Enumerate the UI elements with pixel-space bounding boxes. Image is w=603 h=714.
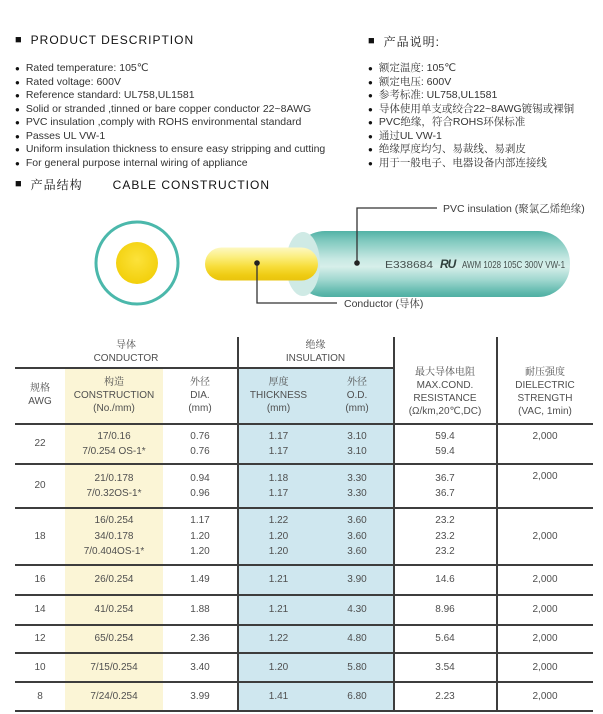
cell-line: 1.20 (268, 530, 289, 542)
table-row (15, 654, 593, 681)
cell-line: 1.21 (268, 574, 289, 586)
cell-od (320, 596, 394, 624)
cell-od (320, 654, 394, 681)
cell-awg (15, 425, 65, 463)
cell-construction (65, 654, 163, 681)
cell-line: 1.17 (268, 488, 289, 499)
bullet-icon: ● (368, 131, 373, 141)
cell-line: 12 (34, 633, 46, 645)
cross-section-conductor-core (116, 242, 158, 284)
cell-construction (65, 626, 163, 652)
bullet-icon: ● (368, 91, 373, 100)
cell-line: 1.17 (268, 446, 289, 457)
list-item-text: 导体使用单支或绞合22~8AWG镀锡或裸铜 (378, 102, 575, 115)
bullet-icon: ● (368, 145, 373, 154)
list-item-text: Uniform insulation thickness to ensure easy stripping and cutting (25, 143, 326, 155)
cell-dia (163, 465, 237, 507)
cell-line: 2,000 (532, 574, 558, 586)
list-item-text: Rated voltage: 600V (25, 75, 121, 88)
bullet-icon: ● (15, 91, 20, 100)
list-item (15, 103, 325, 117)
cell-line: 14 (34, 604, 46, 616)
cell-thickness (237, 566, 320, 594)
cell-line: 1.88 (190, 604, 210, 616)
product-notes-title: 产品说明: (383, 35, 440, 49)
cell-construction (65, 425, 163, 463)
list-item-text: PVC绝缘，符合ROHS环保标准 (378, 116, 526, 128)
cell-line: 36.7 (435, 488, 455, 499)
cell-line: 3.90 (347, 574, 367, 586)
cell-line: 2,000 (532, 633, 558, 645)
group-header-insulation (237, 337, 394, 367)
col-header-od (320, 369, 394, 421)
list-item-text: 额定温度: 105℃ (378, 62, 456, 74)
col-header-line: (mm) (266, 402, 291, 414)
cell-line: 59.4 (435, 446, 455, 457)
cell-line: 3.60 (347, 530, 367, 542)
col-header-line: THICKNESS (249, 389, 308, 401)
cell-line: 23.2 (435, 515, 455, 527)
cell-line: 0.96 (190, 488, 210, 499)
cell-line: 1.20 (268, 546, 289, 558)
cell-line: 1.17 (268, 430, 289, 442)
cell-dia (163, 683, 237, 710)
col-header-awg (15, 369, 65, 421)
col-header-thickness (237, 369, 320, 421)
cell-dielectric (497, 566, 593, 594)
list-item-text: 额定电压: 600V (378, 75, 452, 88)
list-item-text: 绝缘厚度均匀、易裁线、易剥皮 (378, 143, 526, 155)
cell-line: 7/0.404OS-1* (83, 546, 145, 558)
table-row (15, 566, 593, 594)
cell-line: 65/0.254 (94, 633, 134, 645)
table-row (15, 626, 593, 652)
cell-line: 14.6 (435, 574, 455, 586)
square-bullet-icon: ■ (15, 178, 23, 190)
cell-line: 16 (34, 574, 46, 586)
col-header-line: 规格 (30, 383, 50, 394)
conductor-leader-dot (254, 260, 260, 266)
bullet-icon: ● (15, 118, 20, 127)
cell-line: 1.22 (268, 515, 289, 527)
group-header-en: INSULATION (285, 353, 346, 364)
cell-line: 5.80 (347, 661, 367, 673)
conductor-label: Conductor (导体) (344, 298, 424, 310)
col-header-line: CONSTRUCTION (73, 389, 155, 401)
cell-dia (163, 425, 237, 463)
cell-thickness (237, 654, 320, 681)
cell-thickness (237, 596, 320, 624)
cell-line: 3.60 (347, 546, 367, 558)
cell-line: 18 (34, 530, 46, 542)
cell-line: 26/0.254 (94, 574, 134, 586)
cell-line: 2.23 (435, 690, 455, 702)
cell-line: 7/0.254 OS-1* (82, 446, 146, 457)
bullet-icon: ● (368, 77, 373, 87)
square-bullet-icon: ■ (368, 35, 376, 47)
list-item-text: 通过UL VW-1 (378, 129, 442, 142)
cell-line: 1.49 (190, 574, 210, 586)
cell-line: 4.30 (347, 604, 367, 616)
col-header-resistance (394, 337, 496, 421)
cell-line: 8.96 (435, 604, 455, 616)
bullet-icon: ● (15, 131, 20, 141)
cell-awg (15, 566, 65, 594)
cell-line: 23.2 (435, 546, 455, 558)
cable-construction-diagram (0, 190, 603, 330)
table-row (15, 509, 593, 564)
cell-line: 0.76 (190, 446, 210, 457)
cell-construction (65, 465, 163, 507)
cell-od (320, 509, 394, 564)
cell-line: 10 (34, 661, 46, 673)
col-header-dielectric (497, 337, 593, 421)
cell-thickness (237, 425, 320, 463)
cell-dia (163, 654, 237, 681)
cell-construction (65, 566, 163, 594)
table-row (15, 425, 593, 463)
cell-line: 1.20 (268, 661, 289, 673)
col-header-line: DIA. (190, 389, 210, 401)
cell-construction (65, 509, 163, 564)
pvc-leader-dot (354, 260, 360, 266)
col-header-line: MAX.COND. (416, 380, 474, 391)
list-item (15, 116, 325, 130)
bullet-icon: ● (368, 118, 373, 127)
product-description-header (15, 33, 194, 47)
col-header-line: (VAC, 1min) (518, 406, 572, 417)
cell-od (320, 566, 394, 594)
pvc-insulation-label: PVC insulation (聚氯乙烯绝缘) (443, 203, 585, 215)
cell-dielectric (497, 596, 593, 624)
cell-dia (163, 626, 237, 652)
ul-recognized-icon: RU (440, 257, 456, 271)
cell-resistance (394, 626, 496, 652)
cell-awg (15, 509, 65, 564)
cell-od (320, 683, 394, 710)
cell-line: 3.30 (347, 488, 367, 499)
list-item-text: 参考标准: UL758,UL1581 (378, 89, 498, 101)
table-hrule (15, 710, 593, 712)
square-bullet-icon: ■ (15, 33, 23, 46)
cell-line: 23.2 (435, 530, 455, 542)
col-header-line: (No./mm) (93, 402, 135, 414)
group-header-en: CONDUCTOR (93, 353, 159, 364)
cell-line: 0.94 (190, 472, 210, 484)
cell-line: 3.10 (347, 446, 367, 457)
col-header-line: (mm) (188, 402, 212, 414)
list-item (368, 130, 574, 144)
cell-line: 1.22 (268, 633, 289, 645)
bullet-icon: ● (15, 104, 20, 114)
cell-line: 36.7 (435, 472, 455, 484)
list-item (368, 89, 574, 103)
list-item-text: PVC insulation ,comply with ROHS environmental standard (25, 116, 302, 128)
cell-line: 7/24/0.254 (90, 690, 138, 702)
list-item-text: 用于一般电子、电器设备内部连接线 (378, 156, 547, 169)
cell-line: 1.17 (190, 515, 210, 527)
cell-line: 41/0.254 (94, 604, 134, 616)
cell-thickness (237, 626, 320, 652)
cell-line: 34/0.178 (94, 530, 134, 542)
cell-resistance (394, 683, 496, 710)
cell-line: 7/15/0.254 (90, 661, 138, 673)
bullet-icon: ● (15, 158, 20, 168)
cell-line: 0.76 (190, 430, 210, 442)
cell-awg (15, 596, 65, 624)
list-item (368, 76, 574, 90)
bullet-icon: ● (15, 145, 20, 154)
cell-line: 22 (34, 438, 46, 450)
cell-line: 1.21 (268, 604, 289, 616)
list-item (15, 89, 325, 103)
col-header-line: O.D. (346, 389, 368, 401)
cell-line: 2.36 (190, 633, 210, 645)
col-header-line: 外径 (190, 376, 210, 388)
cell-awg (15, 683, 65, 710)
table-row (15, 465, 593, 507)
col-header-dia (163, 369, 237, 421)
cell-line: 59.4 (435, 430, 455, 442)
col-header-line: RESISTANCE (413, 393, 477, 404)
list-item (368, 116, 574, 130)
cell-line: 2,000 (532, 661, 558, 673)
cell-resistance (394, 566, 496, 594)
cable-construction-title-cn: 产品结构 (30, 178, 83, 192)
list-item (15, 130, 325, 144)
cell-line: 7/0.32OS-1* (86, 488, 142, 499)
cell-line: 16/0.254 (94, 515, 134, 527)
cell-resistance (394, 654, 496, 681)
cell-awg (15, 654, 65, 681)
cell-dielectric (497, 425, 593, 463)
col-header-line: (mm) (345, 402, 369, 414)
col-header-line: DIELECTRIC (515, 380, 575, 391)
cell-line: 3.60 (347, 515, 367, 527)
list-item (15, 62, 325, 76)
cell-line: 3.30 (347, 472, 367, 484)
cell-line: 21/0.178 (94, 472, 134, 484)
cell-line: 1.18 (268, 472, 289, 484)
cell-dielectric (497, 654, 593, 681)
cell-line: 4.80 (347, 633, 367, 645)
cell-construction (65, 596, 163, 624)
cell-line: 2,000 (532, 690, 558, 702)
cell-awg (15, 626, 65, 652)
bullet-icon: ● (368, 158, 373, 168)
cell-resistance (394, 465, 496, 507)
cell-dia (163, 566, 237, 594)
spec-table (15, 337, 593, 714)
cable-construction-title-en: CABLE CONSTRUCTION (112, 177, 271, 192)
cell-line: 1.41 (268, 690, 289, 702)
cell-line: 3.54 (435, 661, 455, 673)
group-header-cn: 绝缘 (305, 340, 326, 351)
table-row (15, 683, 593, 710)
cell-resistance (394, 425, 496, 463)
cell-dielectric (497, 465, 593, 507)
cell-line: 1.20 (190, 530, 210, 542)
list-item (15, 76, 325, 90)
product-notes-header (368, 33, 440, 50)
cell-awg (15, 465, 65, 507)
cell-line: 6.80 (347, 690, 367, 702)
bullet-icon: ● (368, 64, 373, 73)
list-item (368, 103, 574, 117)
list-item (15, 143, 325, 157)
col-header-line: 耐压强度 (525, 367, 565, 378)
list-item (15, 157, 325, 171)
cable-marking-suffix: AWM 1028 105C 300V VW-1 (462, 259, 566, 271)
cell-dia (163, 596, 237, 624)
product-description-title: PRODUCT DESCRIPTION (30, 33, 195, 47)
table-row (15, 596, 593, 624)
cell-od (320, 465, 394, 507)
cell-dia (163, 509, 237, 564)
cell-line: 1.20 (190, 546, 210, 558)
cell-thickness (237, 683, 320, 710)
product-notes-list (368, 62, 574, 170)
col-header-line: 厚度 (268, 376, 289, 388)
cell-line: 3.40 (190, 661, 210, 673)
cell-line: 2,000 (532, 530, 558, 542)
cell-line: 20 (34, 480, 46, 492)
list-item (368, 143, 574, 157)
list-item-text: Solid or stranded ,tinned or bare copper conductor 22~8AWG (25, 102, 312, 115)
col-header-line: 外径 (347, 376, 367, 388)
cell-line: 3.99 (190, 690, 210, 702)
cell-resistance (394, 509, 496, 564)
cell-line: 2,000 (532, 604, 558, 616)
list-item-text: For general purpose internal wiring of appliance (25, 156, 248, 169)
product-description-list (15, 62, 325, 170)
group-header-cn: 导体 (116, 340, 136, 351)
col-header-line: AWG (28, 396, 52, 407)
cell-line: 2,000 (532, 431, 558, 442)
bullet-icon: ● (15, 64, 20, 73)
cell-dielectric (497, 509, 593, 564)
bullet-icon: ● (15, 77, 20, 87)
cell-resistance (394, 596, 496, 624)
col-header-construction (65, 369, 163, 421)
group-header-conductor (15, 337, 237, 367)
cell-line: 17/0.16 (97, 430, 131, 442)
cell-dielectric (497, 683, 593, 710)
cell-line: 3.10 (347, 430, 367, 442)
cell-thickness (237, 509, 320, 564)
list-item (368, 62, 574, 76)
list-item-text: Reference standard: UL758,UL1581 (25, 89, 195, 101)
cell-dielectric (497, 626, 593, 652)
cell-thickness (237, 465, 320, 507)
cable-conductor (205, 248, 318, 281)
col-header-line: 构造 (104, 376, 124, 388)
col-header-line: 最大导体电阻 (415, 367, 475, 378)
cell-line: 2,000 (532, 471, 558, 482)
cell-od (320, 425, 394, 463)
bullet-icon: ● (368, 104, 373, 114)
list-item-text: Passes UL VW-1 (25, 129, 106, 142)
cell-line: 5.64 (435, 633, 455, 645)
cable-marking-prefix: E338684 (385, 259, 434, 271)
list-item (368, 157, 574, 171)
col-header-line: (Ω/km,20℃,DC) (408, 406, 482, 417)
cell-od (320, 626, 394, 652)
cell-line: 8 (37, 690, 43, 702)
col-header-line: STRENGTH (517, 393, 573, 404)
cell-construction (65, 683, 163, 710)
list-item-text: Rated temperature: 105℃ (25, 62, 149, 74)
